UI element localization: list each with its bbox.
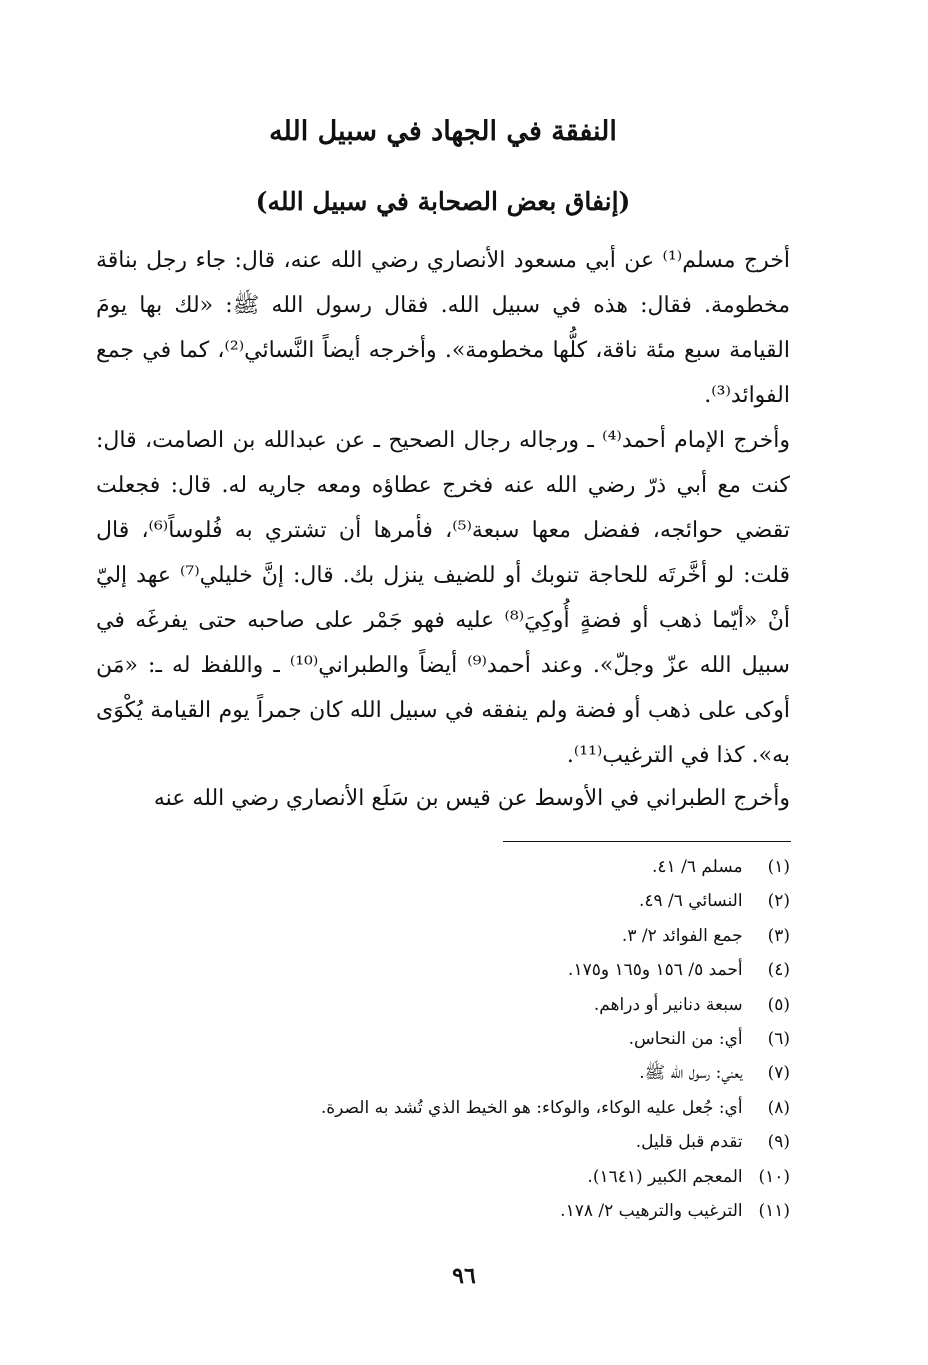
footnote-number: (٨) <box>767 1097 790 1118</box>
footnote-number: (١٠) <box>758 1166 790 1187</box>
footnote-item <box>150 1022 790 1056</box>
page-number: ٩٦ <box>452 1263 476 1289</box>
footnotes-list <box>150 850 790 1228</box>
footnote-item <box>150 850 790 884</box>
footnote-number: (٧) <box>767 1063 790 1084</box>
footnote-number: (١) <box>767 857 790 877</box>
footnote-item <box>150 1194 790 1228</box>
footnote-number: (٣) <box>767 925 790 946</box>
footnote-text: مسلم ٦/ ٤١. <box>652 857 743 877</box>
footnote-item <box>150 988 790 1022</box>
chapter-title: النفقة في الجهاد في سبيل الله <box>269 116 617 147</box>
footnote-text: سبعة دنانير أو دراهم. <box>593 994 743 1015</box>
paragraph-1: أخرج مسلم⁽¹⁾ عن أبي مسعود الأنصاري رضي الله عنه، قال: جاء رجل بناقة مخطومة. فقال: هذه في سبيل الله. فقال رسول الله ﷺ: «لك بها يومَ القيامة سبع مئة ناقة، كلُّها مخطومة». وأخرجه أيضاً النَّسائي⁽²⁾، كما في جمع الفوائد⁽³⁾. <box>96 248 790 408</box>
footnote-text: أحمد ٥/ ١٥٦ و١٦٥ و١٧٥. <box>568 960 743 981</box>
footnote-number: (٥) <box>767 994 790 1015</box>
paragraph-3: وأخرج الطبراني في الأوسط عن قيس بن سَلَع الأنصاري رضي الله عنه <box>153 786 790 811</box>
footnote-number: (٦) <box>767 1029 790 1050</box>
footnote-text: أي: من النحاس. <box>628 1029 743 1050</box>
footnote-item <box>150 1160 790 1194</box>
footnote-item <box>150 1056 790 1090</box>
footnote-text: تقدم قبل قليل. <box>635 1132 743 1153</box>
footnote-item <box>150 919 790 953</box>
footnote-number: (٢) <box>767 891 790 912</box>
footnote-item <box>150 884 790 918</box>
footnote-number: (٩) <box>767 1132 790 1153</box>
footnote-number: (١١) <box>758 1201 790 1222</box>
paragraph-2: وأخرج الإمام أحمد⁽⁴⁾ ـ ورجاله رجال الصحيح ـ عن عبدالله بن الصامت، قال: كنت مع أبي ذرّ رضي الله عنه فخرج عطاؤه ومعه جاريه له. قال: فجعلت تقضي حوائجه، ففضل معها سبعة⁽⁵⁾، فأمرها أن تشتري به فُلوساً⁽⁶⁾، قال قلت: لو أخَّرتَه للحاجة تنوبك أو للضيف ينزل بك. قال: إنَّ خليلي⁽⁷⁾ عهد إليّ أنْ «أيّما ذهب أو فضةٍ أُوكِيَ⁽⁸⁾ عليه فهو جَمْر على صاحبه حتى يفرغَه في سبيل الله عزّ وجلّ». وعند أحمد⁽⁹⁾ أيضاً والطبراني⁽¹⁰⁾ ـ واللفظ له ـ: «مَن أوكى على ذهب أو فضة ولم ينفقه في سبيل الله كان جمراً يوم القيامة يُكْوَى به». كذا في الترغيب⁽¹¹⁾. <box>96 428 790 768</box>
footnote-text: يعني: رسول الله ﷺ. <box>639 1063 743 1084</box>
footnote-item <box>150 1125 790 1159</box>
footnote-number: (٤) <box>767 960 790 981</box>
footnote-item <box>150 1091 790 1125</box>
section-subtitle: (إنفاق بعض الصحابة في سبيل الله) <box>255 187 631 216</box>
footnote-text: المعجم الكبير (١٦٤١). <box>587 1166 743 1187</box>
footnote-text: أي: جُعل عليه الوكاء، والوكاء: هو الخيط الذي تُشد به الصرة. <box>320 1097 743 1118</box>
footnote-text: جمع الفوائد ٢/ ٣. <box>621 925 743 946</box>
footnote-text: النسائي ٦/ ٤٩. <box>638 891 743 912</box>
footnote-text: الترغيب والترهيب ٢/ ١٧٨. <box>560 1201 743 1222</box>
footnote-item <box>150 953 790 987</box>
footnote-divider <box>503 841 791 842</box>
